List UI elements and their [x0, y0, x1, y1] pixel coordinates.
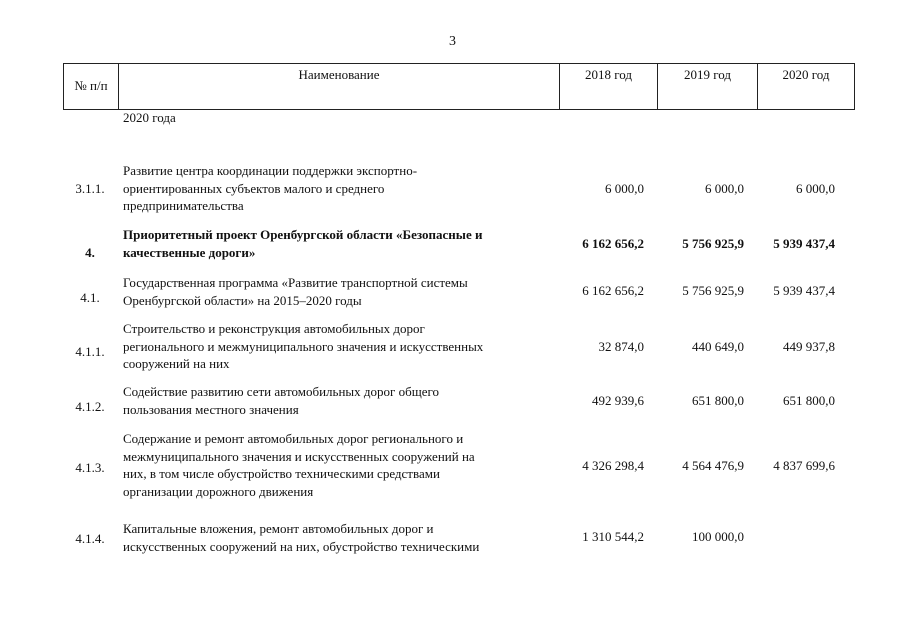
header-2019-cell	[658, 64, 758, 110]
row-name	[123, 520, 548, 555]
row-name-line: пользования местного значения	[123, 401, 299, 417]
row-name-line: искусственных сооружений на них, обустройство техническими	[123, 538, 480, 554]
row-name-line: Оренбургской области» на 2015–2020 годы	[123, 292, 362, 308]
value-2018: 4 326 298,4	[582, 458, 644, 473]
value-2019: 5 756 925,9	[682, 236, 744, 251]
header-2019: 2019 год	[684, 67, 731, 82]
row-name-line: Содержание и ремонт автомобильных дорог регионального и	[123, 431, 464, 446]
row-name	[123, 226, 548, 261]
row-name-line: Государственная программа «Развитие транспортной системы	[123, 275, 468, 290]
value-2019: 4 564 476,9	[682, 458, 744, 473]
row-name	[123, 320, 548, 373]
header-2018-cell	[560, 64, 658, 110]
carry-over-text: 2020 года	[123, 110, 176, 125]
value-2018: 1 310 544,2	[582, 529, 644, 544]
row-name-line: Капитальные вложения, ремонт автомобильных дорог и	[123, 521, 434, 536]
row-name-line: качественные дороги»	[123, 244, 256, 260]
row-name-line: ориентированных субъектов малого и среднего	[123, 180, 385, 196]
value-2020: 4 837 699,6	[773, 458, 835, 473]
row-name-line: них, в том числе обустройство техническими средствами	[123, 466, 440, 481]
row-name-line: Развитие центра координации поддержки экспортно-	[123, 163, 418, 178]
row-name-line: сооружений на них	[123, 356, 230, 371]
row-name	[123, 430, 548, 500]
row-name-line: регионального и межмуниципального значения и искусственных	[123, 338, 484, 354]
value-2020: 5 939 437,4	[773, 236, 835, 251]
row-name	[123, 274, 548, 309]
value-2018: 6 162 656,2	[582, 236, 644, 251]
row-number: 3.1.1.	[75, 181, 105, 196]
value-2020: 651 800,0	[783, 393, 835, 408]
value-2018: 6 162 656,2	[582, 283, 644, 298]
value-2020: 6 000,0	[796, 181, 835, 196]
row-number: 4.1.1.	[75, 344, 105, 359]
row-number: 4.1.3.	[75, 460, 105, 475]
row-number: 4.1.	[80, 290, 100, 305]
row-name	[123, 162, 548, 215]
value-2018: 32 874,0	[598, 339, 644, 354]
value-2019: 6 000,0	[705, 181, 744, 196]
row-name-line: предпринимательства	[123, 198, 244, 213]
header-name: Наименование	[298, 67, 380, 82]
page-number: 3	[449, 34, 456, 49]
value-2018: 492 939,6	[592, 393, 644, 408]
header-name-cell	[119, 64, 560, 110]
value-2019: 100 000,0	[692, 529, 744, 544]
value-2019: 651 800,0	[692, 393, 744, 408]
header-num-cell	[64, 64, 119, 110]
table-header	[63, 63, 855, 110]
header-2020-cell	[758, 64, 855, 110]
row-name-line: организации дорожного движения	[123, 483, 314, 499]
row-name-line: межмуниципального значения и искусственных сооружений на	[123, 448, 475, 464]
row-number: 4.	[85, 245, 95, 260]
value-2019: 5 756 925,9	[682, 283, 744, 298]
row-name-line: Приоритетный проект Оренбургской области «Безопасные и	[123, 227, 483, 242]
value-2018: 6 000,0	[605, 181, 644, 196]
row-number: 4.1.4.	[75, 531, 105, 546]
row-number: 4.1.2.	[75, 399, 105, 414]
row-name	[123, 383, 548, 418]
value-2020: 449 937,8	[783, 339, 835, 354]
header-num: № п/п	[74, 78, 108, 93]
value-2020: 5 939 437,4	[773, 283, 835, 298]
header-2018: 2018 год	[585, 67, 632, 82]
header-2020: 2020 год	[782, 67, 830, 82]
row-name-line: Строительство и реконструкция автомобильных дорог	[123, 321, 425, 336]
value-2019: 440 649,0	[692, 339, 744, 354]
row-name-line: Содействие развитию сети автомобильных дорог общего	[123, 384, 439, 399]
